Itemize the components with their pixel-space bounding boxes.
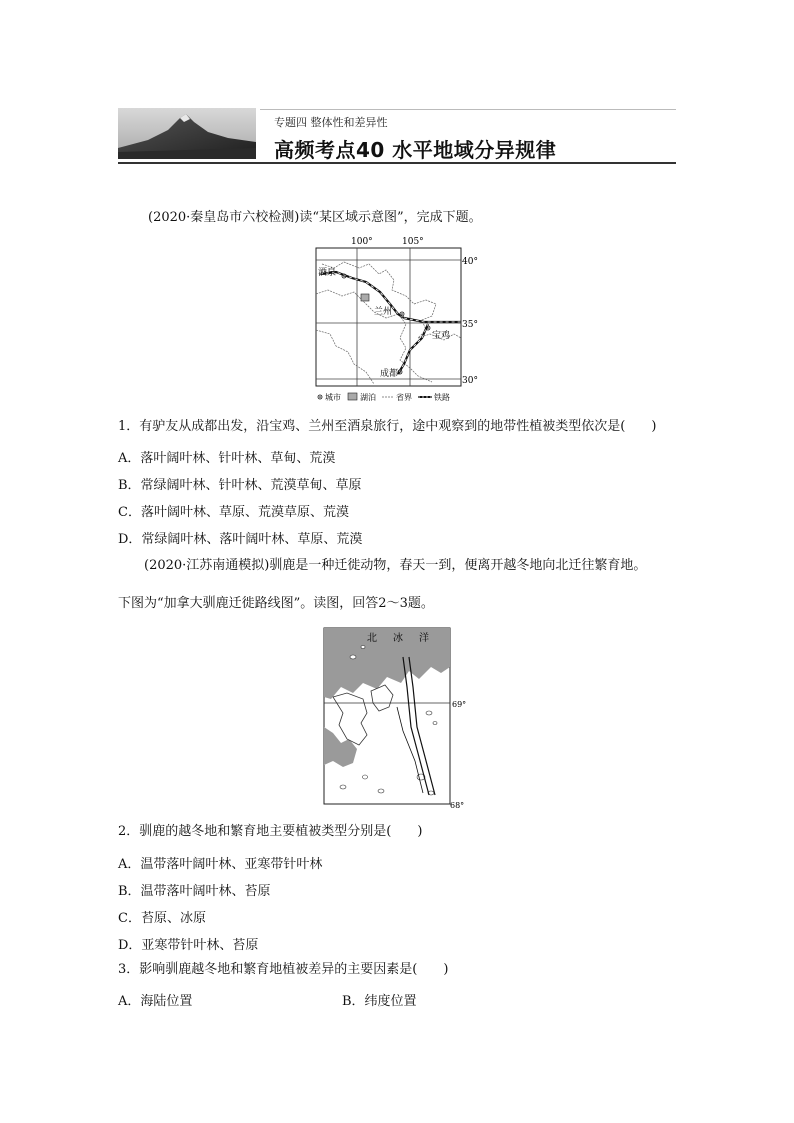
header-rule-top	[260, 109, 676, 110]
series-label: 专题四 整体性和差异性	[274, 116, 388, 129]
page-title: 高频考点40 水平地域分异规律	[274, 138, 557, 162]
sea-label-3: 洋	[419, 633, 429, 644]
question-2-option-a: A．温带落叶阔叶林、亚寒带针叶林	[118, 857, 323, 872]
question-2-option-c: C．苔原、冰原	[118, 911, 206, 926]
lat-label-30: 30°	[462, 376, 478, 386]
sea-label-1: 北	[367, 633, 377, 644]
intro-1: (2020·秦皇岛市六校检测)读“某区域示意图”，完成下题。	[148, 210, 482, 225]
lat-label-68: 68°	[450, 801, 465, 810]
city-label-baoji: 宝鸡	[432, 331, 451, 341]
lat-label-35: 35°	[462, 320, 478, 330]
intro-2-line-2: 下图为“加拿大驯鹿迁徙路线图”。读图，回答2～3题。	[118, 596, 434, 611]
legend-border: 省界	[396, 393, 412, 402]
legend-lake: 湖泊	[360, 393, 376, 402]
intro-2-line-1: (2020·江苏南通模拟)驯鹿是一种迁徙动物，春天一到，便离开越冬地向北迁往繁育地。	[144, 558, 647, 573]
lat-label-40: 40°	[462, 257, 478, 267]
question-3-stem: 3．影响驯鹿越冬地和繁育地植被差异的主要因素是( )	[118, 962, 449, 977]
sea-label-2: 冰	[393, 633, 403, 644]
question-1-option-a: A．落叶阔叶林、针叶林、草甸、荒漠	[118, 451, 336, 466]
question-2-option-d: D．亚寒带针叶林、苔原	[118, 938, 259, 953]
question-1-stem: 1．有驴友从成都出发，沿宝鸡、兰州至酒泉旅行，途中观察到的地带性植被类型依次是( )	[118, 419, 657, 434]
question-1-option-c: C．落叶阔叶林、草原、荒漠草原、荒漠	[118, 505, 349, 520]
question-1-option-b: B．常绿阔叶林、针叶林、荒漠草甸、草原	[118, 478, 362, 493]
lat-label-69: 69°	[452, 700, 467, 709]
question-1-option-d: D．常绿阔叶林、落叶阔叶林、草原、荒漠	[118, 532, 363, 547]
lon-label-105: 105°	[402, 237, 424, 247]
legend-city: 城市	[325, 393, 341, 402]
region-map	[314, 234, 478, 409]
question-3-option-b: B．纬度位置	[342, 994, 417, 1009]
lake-icon	[361, 294, 369, 301]
question-3-option-a: A．海陆位置	[118, 994, 193, 1009]
mountain-banner-image	[118, 108, 256, 159]
caribou-migration-map	[323, 627, 467, 810]
city-label-lanzhou: 兰州	[374, 307, 393, 317]
lon-label-100: 100°	[351, 237, 373, 247]
city-label-jiuquan: 酒泉	[318, 268, 337, 278]
question-2-option-b: B．温带落叶阔叶林、苔原	[118, 884, 271, 899]
header-rule-bottom	[118, 162, 676, 164]
city-label-chengdu: 成都	[380, 369, 399, 379]
question-2-stem: 2．驯鹿的越冬地和繁育地主要植被类型分别是( )	[118, 824, 423, 839]
legend-railway: 铁路	[434, 393, 450, 402]
